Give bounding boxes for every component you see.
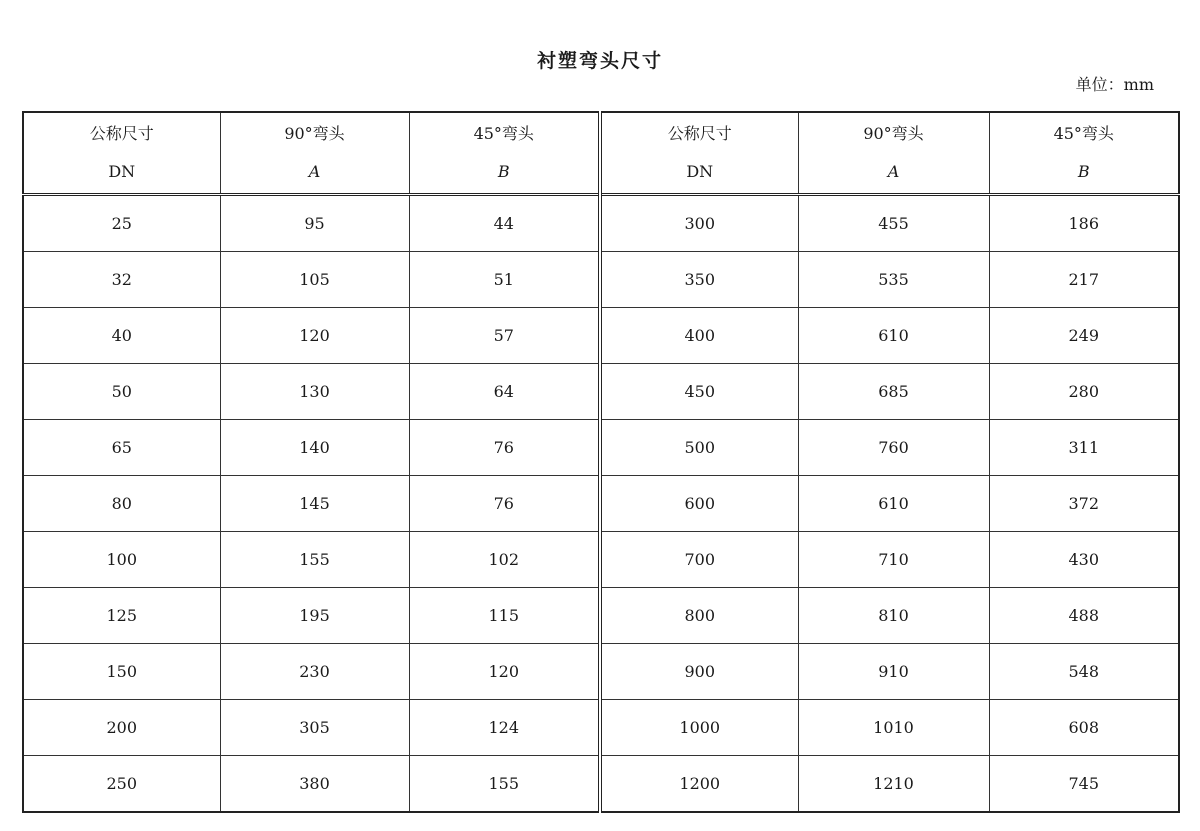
table-cell: 488 <box>989 588 1179 644</box>
table-cell: 311 <box>989 420 1179 476</box>
table-row <box>23 308 1179 364</box>
table-cell: 548 <box>989 644 1179 700</box>
header-label: 公称尺寸 <box>667 124 732 143</box>
table-cell: 1210 <box>798 756 989 813</box>
table-cell: 800 <box>600 588 798 644</box>
table-cell: 535 <box>798 252 989 308</box>
header-symbol: B <box>1077 162 1090 181</box>
header-cell <box>989 112 1179 195</box>
header-label: 90°弯头 <box>863 124 924 143</box>
table-cell: 250 <box>23 756 220 813</box>
table-cell: 610 <box>798 308 989 364</box>
table-cell: 500 <box>600 420 798 476</box>
table-row <box>23 195 1179 252</box>
table-cell: 65 <box>23 420 220 476</box>
table-cell: 217 <box>989 252 1179 308</box>
table-cell: 1200 <box>600 756 798 813</box>
table-cell: 64 <box>409 364 600 420</box>
table-row <box>23 588 1179 644</box>
table-cell: 745 <box>989 756 1179 813</box>
table-cell: 120 <box>220 308 409 364</box>
table-cell: 57 <box>409 308 600 364</box>
header-cell <box>409 112 600 195</box>
header-symbol: DN <box>686 162 714 181</box>
table-cell: 450 <box>600 364 798 420</box>
table-cell: 155 <box>220 532 409 588</box>
table-cell: 76 <box>409 476 600 532</box>
table-row <box>23 420 1179 476</box>
header-label: 45°弯头 <box>473 124 534 143</box>
table-cell: 685 <box>798 364 989 420</box>
dimensions-table <box>22 111 1180 813</box>
table-cell: 305 <box>220 700 409 756</box>
table-cell: 44 <box>409 195 600 252</box>
header-symbol: B <box>497 162 510 181</box>
header-cell <box>600 112 798 195</box>
table-cell: 400 <box>600 308 798 364</box>
table-row <box>23 364 1179 420</box>
header-cell <box>798 112 989 195</box>
table-cell: 130 <box>220 364 409 420</box>
table-cell: 155 <box>409 756 600 813</box>
unit-label: 单位：mm <box>1075 75 1154 94</box>
table-cell: 32 <box>23 252 220 308</box>
table-cell: 760 <box>798 420 989 476</box>
table-cell: 380 <box>220 756 409 813</box>
table-row <box>23 700 1179 756</box>
table-cell: 115 <box>409 588 600 644</box>
header-label: 90°弯头 <box>284 124 345 143</box>
table-cell: 249 <box>989 308 1179 364</box>
header-symbol: A <box>887 162 900 181</box>
table-row <box>23 756 1179 813</box>
table-cell: 51 <box>409 252 600 308</box>
table-cell: 125 <box>23 588 220 644</box>
table-cell: 102 <box>409 532 600 588</box>
table-cell: 455 <box>798 195 989 252</box>
header-label: 公称尺寸 <box>89 124 154 143</box>
table-cell: 300 <box>600 195 798 252</box>
table-cell: 95 <box>220 195 409 252</box>
table-cell: 100 <box>23 532 220 588</box>
table-cell: 120 <box>409 644 600 700</box>
table-row <box>23 644 1179 700</box>
table-cell: 608 <box>989 700 1179 756</box>
header-label: 45°弯头 <box>1053 124 1114 143</box>
header-cell <box>23 112 220 195</box>
table-row <box>23 532 1179 588</box>
header-symbol: DN <box>108 162 136 181</box>
table-row <box>23 252 1179 308</box>
table-cell: 700 <box>600 532 798 588</box>
header-symbol: A <box>308 162 321 181</box>
table-cell: 610 <box>798 476 989 532</box>
table-header-row <box>23 112 1179 195</box>
table-cell: 710 <box>798 532 989 588</box>
table-cell: 76 <box>409 420 600 476</box>
table-cell: 372 <box>989 476 1179 532</box>
table-cell: 810 <box>798 588 989 644</box>
table-cell: 150 <box>23 644 220 700</box>
table-cell: 195 <box>220 588 409 644</box>
table-cell: 200 <box>23 700 220 756</box>
table-cell: 430 <box>989 532 1179 588</box>
table-cell: 50 <box>23 364 220 420</box>
table-cell: 105 <box>220 252 409 308</box>
table-cell: 900 <box>600 644 798 700</box>
table-cell: 1010 <box>798 700 989 756</box>
table-cell: 25 <box>23 195 220 252</box>
table-cell: 910 <box>798 644 989 700</box>
table-cell: 280 <box>989 364 1179 420</box>
table-cell: 186 <box>989 195 1179 252</box>
page-title: 衬塑弯头尺寸 <box>536 50 663 72</box>
table-cell: 350 <box>600 252 798 308</box>
table-cell: 600 <box>600 476 798 532</box>
table-cell: 140 <box>220 420 409 476</box>
table-cell: 1000 <box>600 700 798 756</box>
table-cell: 40 <box>23 308 220 364</box>
table-cell: 230 <box>220 644 409 700</box>
table-row <box>23 476 1179 532</box>
table-cell: 80 <box>23 476 220 532</box>
header-cell <box>220 112 409 195</box>
table-cell: 124 <box>409 700 600 756</box>
table-cell: 145 <box>220 476 409 532</box>
